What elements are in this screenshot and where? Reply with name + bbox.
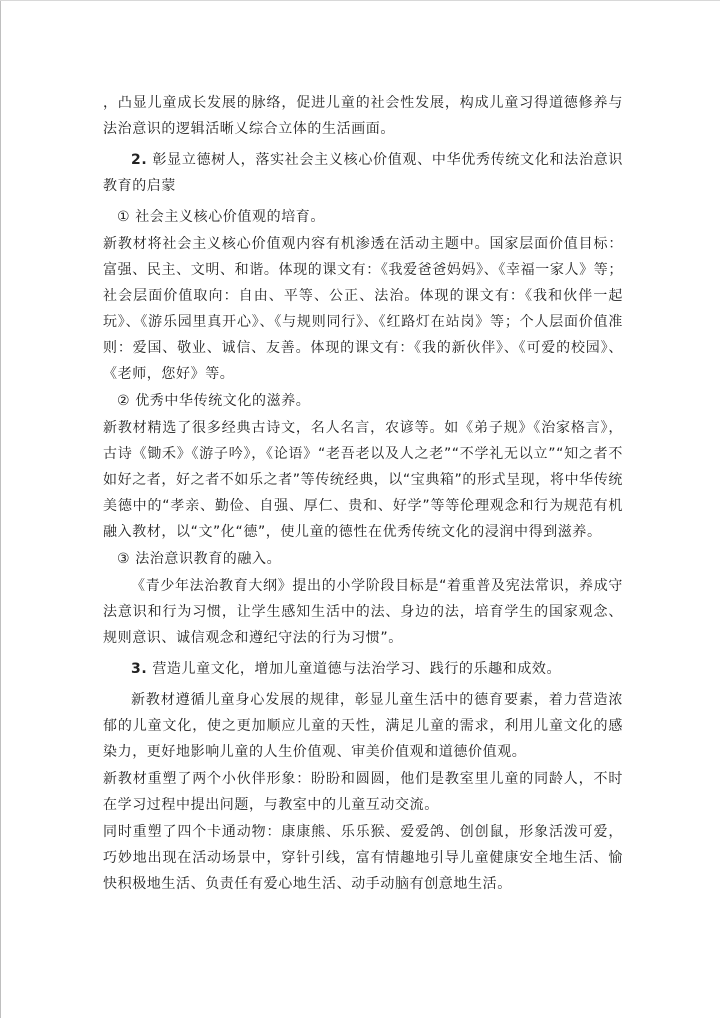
paragraph-traditional-culture: 新教材精选了很多经典古诗文，名人名言，农谚等。如《弟子规》《治家格言》，古诗《锄禾》《游子吟》，《论语》“老吾老以及人之老”“不学礼无以立”“知之者不如好之者，好之者不如乐之者”等传统经典，以“宝典箱”的形式呈现，将中华传统美德中的“孝亲、勤俭、自强、厚仁、贵和、好学”等等伦理观念和行为规范有机融入教材，以“文”化“德”，使儿童的德性在优秀传统文化的浸润中得到滋养。 bbox=[103, 420, 623, 540]
section-number: 2. bbox=[131, 152, 148, 168]
section-heading-2 bbox=[103, 147, 623, 199]
section-heading-text: 彰显立德树人，落实社会主义核心价值观、中华优秀传统文化和法治意识教育的启蒙 bbox=[103, 152, 623, 194]
paragraph-child-culture: 新教材遵循儿童身心发展的规律，彰显儿童生活中的德育要素，着力营造浓郁的儿童文化，使之更加顺应儿童的天性，满足儿童的需求，利用儿童文化的感染力，更好地影响儿童的人生价值观、审美价值观和道德价值观。 bbox=[103, 692, 623, 760]
paragraph-intro: ，凸显儿童成长发展的脉络，促进儿童的社会性发展，构成儿童习得道德修养与法治意识的逻辑活晰乂综合立体的生活画面。 bbox=[103, 95, 623, 137]
document-body bbox=[103, 90, 623, 898]
section-heading-3 bbox=[103, 656, 623, 682]
page-border-top bbox=[0, 0, 720, 1]
section-number: 3. bbox=[131, 661, 148, 677]
paragraph-two-companions: 新教材重塑了两个小伙伴形象：盼盼和圆圆，他们是教室里儿童的同龄人，不时在学习过程中提出问题，与教室中的儿童互动交流。 bbox=[103, 771, 623, 813]
paragraph-rule-of-law: 《青少年法治教育大纲》提出的小学阶段目标是“着重普及宪法常识，养成守法意识和行为习惯，让学生感知生活中的法、身边的法，培育学生的国家观念、规则意识、诚信观念和遵纪守法的行为习惯”。 bbox=[103, 578, 623, 646]
subheading-rule-of-law: ③ 法治意识教育的融入。 bbox=[117, 551, 282, 567]
paragraph-core-values: 新教材将社会主义核心价值观内容有机渗透在活动主题中。国家层面价值目标：富强、民主、文明、和谐。体现的课文有：《我爱爸爸妈妈》、《幸福一家人》等；社会层面价值取向：自由、平等、公正、法治。体现的课文有：《我和伙伴一起玩》、《游乐园里真开心》、《与规则同行》、《红路灯在站岗》等；个人层面价值准则：爱国、敬业、诚信、友善。体现的课文有：《我的新伙伴》、《可爱的校园》、《老师，您好》等。 bbox=[103, 236, 623, 382]
subheading-core-values: ① 社会主义核心价值观的培育。 bbox=[117, 209, 326, 225]
page-border-left bbox=[0, 0, 1, 1018]
subheading-traditional-culture: ② 优秀中华传统文化的滋养。 bbox=[117, 393, 311, 409]
paragraph-four-cartoon-animals: 同时重塑了四个卡通动物：康康熊、乐乐猴、爱爱鸽、创创鼠，形象活泼可爱，巧妙地出现在活动场景中，穿针引线，富有情趣地引导儿童健康安全地生活、愉快积极地生活、负责任有爱心地生活、动手动脑有创意地生活。 bbox=[103, 824, 623, 892]
section-heading-text: 营造儿童文化，增加儿童道德与法治学习、践行的乐趣和成效。 bbox=[152, 661, 562, 677]
